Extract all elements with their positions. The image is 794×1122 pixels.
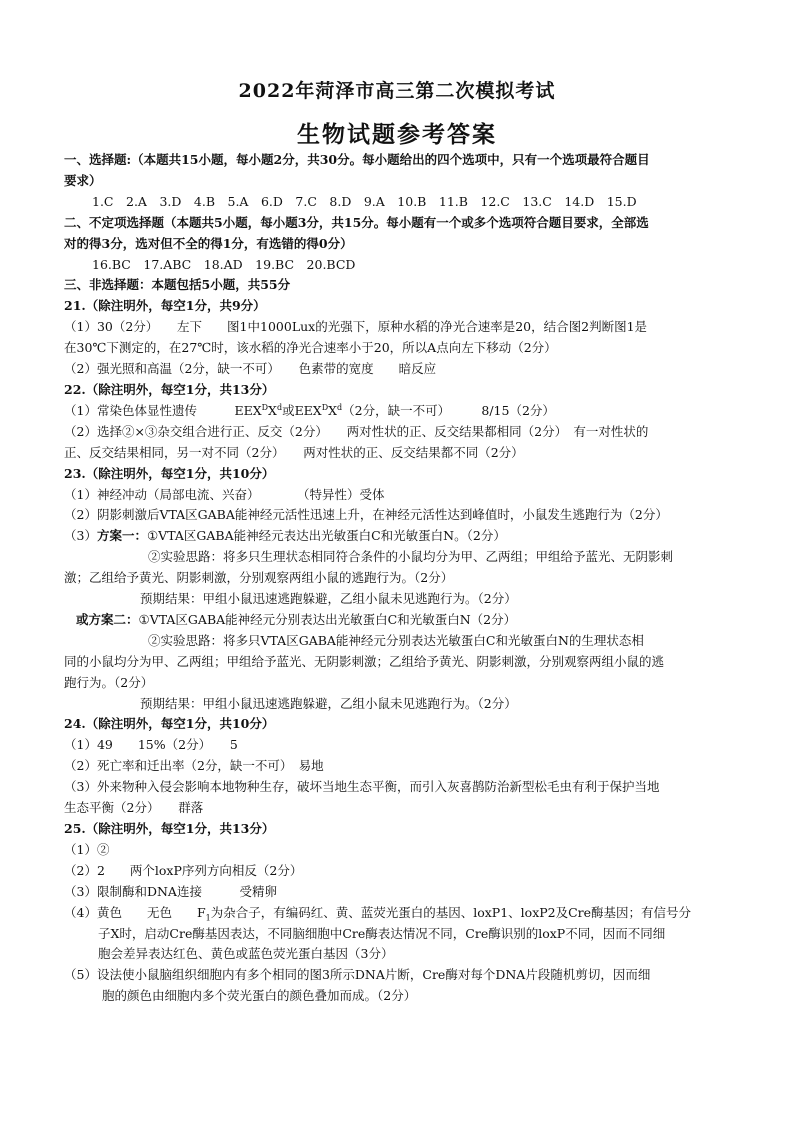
q25-heading: 25.（除注明外，每空1分，共13分） — [64, 821, 275, 836]
q23-text: ①VTA区GABA能神经元表达出光敏蛋白C和光敏蛋白N。（2分） — [146, 528, 506, 544]
q21-line: （2）强光照和高温（2分，缺一不可） 色素带的宽度 暗反应 — [64, 361, 437, 377]
q24-line: 生态平衡（2分） 群落 — [64, 800, 204, 816]
q23-plan1-line — [64, 526, 736, 547]
section1-heading: 一、选择题:（本题共15小题，每小题2分，共30分。每小题给出的四个选项中，只有一个选项最符合题目 — [64, 152, 650, 167]
section2-heading: 二、不定项选择题（本题共5小题，每小题3分，共15分。每小题有一个或多个选项符合题目要求，全部选 — [64, 214, 649, 230]
q21-line: （1）30（2分） 左下 图1中1000Lux的光强下，原种水稻的净光合速率是20，结合图2判断图1是 — [64, 319, 648, 335]
allele-superscript: D — [321, 402, 329, 412]
q24-heading: 24.（除注明外，每空1分，共10分） — [64, 716, 275, 732]
q23-text: （3） — [64, 528, 97, 544]
q25-line: （5）设法使小鼠脑组织细胞内有多个相同的图3所示DNA片断，Cre酶对每个DNA片段随机剪切，因而细 — [64, 967, 651, 983]
q23-heading: 23.（除注明外，每空1分，共10分） — [64, 465, 275, 481]
q23-line: 跑行为。（2分） — [64, 674, 154, 690]
q22-line: 正、反交结果相同，另一对不同（2分） 两对性状的正、反交结果都不同（2分） — [64, 444, 524, 460]
q23-line: 同的小鼠均分为甲、乙两组；甲组给予蓝光、无阴影刺激；乙组给予黄光、阴影刺激，分别观察两组小鼠的逃 — [64, 653, 665, 669]
answer-body — [64, 150, 736, 1007]
q24-line: （3）外来物种入侵会影响本地物种生存，破坏当地生态平衡，而引入灰喜鹊防治新型松毛虫有利于保护当地 — [64, 779, 660, 795]
q23-line: 激；乙组给予黄光、阴影刺激，分别观察两组小鼠的逃跑行为。（2分） — [64, 570, 454, 586]
q23-plan2-line — [64, 610, 736, 631]
q25-line: 子X时，启动Cre酶基因表达，不同脑细胞中Cre酶表达情况不同，Cre酶识别的loxP不同，因而不同细 — [98, 925, 666, 941]
section1-answers: 1.C 2.A 3.D 4.B 5.A 6.D 7.C 8.D 9.A 10.B 11.B 12.C 13.C 14.D 15.D — [92, 193, 637, 209]
section2-heading-cont: 对的得3分，选对但不全的得1分，有选错的得0分） — [64, 235, 353, 251]
allele-superscript: d — [276, 402, 283, 412]
q23-line: ②实验思路：将多只VTA区GABA能神经元分别表达光敏蛋白C和光敏蛋白N的生理状态相 — [148, 632, 644, 648]
allele-superscript: D — [261, 402, 269, 412]
q24-line: （1）49 15%（2分） 5 — [64, 737, 238, 753]
q25-line: （2）2 两个loxP序列方向相反（2分） — [64, 862, 303, 878]
q21-line: 在30℃下测定的，在27℃时，该水稻的净光合速率小于20，所以A点向左下移动（2分） — [64, 340, 557, 356]
q25-line: （3）限制酶和DNA连接 受精卵 — [64, 883, 277, 899]
q22-line-genotype — [64, 401, 736, 422]
section1-heading-cont: 要求） — [64, 172, 102, 188]
q22-text: （1）常染色体显性遗传 EEX — [64, 402, 262, 418]
q25-text: （4）黄色 无色 F — [64, 904, 206, 920]
plan1-label: 方案一： — [96, 528, 147, 544]
q23-line: 预期结果：甲组小鼠迅速逃跑躲避，乙组小鼠未见逃跑行为。（2分） — [140, 591, 517, 607]
q25-text: 为杂合子，有编码红、黄、蓝荧光蛋白的基因、loxP1、loxP2及Cre酶基因；有信号分 — [210, 904, 692, 920]
q25-line-f1 — [64, 903, 736, 924]
q21-heading: 21.（除注明外，每空1分，共9分） — [64, 298, 266, 314]
q22-text: （2分，缺一不可） 8/15（2分） — [342, 402, 555, 418]
q22-text: 或EEX — [282, 402, 322, 418]
q22-line: （2）选择②×③杂交组合进行正、反交（2分） 两对性状的正、反交结果都相同（2分） 有一对性状的 — [64, 423, 649, 439]
exam-title: 2022年菏泽市高三第二次模拟考试 — [238, 80, 556, 102]
plan2-label: 或方案二： — [76, 611, 139, 627]
q23-line: （1）神经冲动（局部电流、兴奋） （特异性）受体 — [64, 486, 385, 502]
q22-text: X — [328, 402, 338, 418]
q22-heading: 22.（除注明外，每空1分，共13分） — [64, 381, 275, 397]
q24-line: （2）死亡率和迁出率（2分，缺一不可） 易地 — [64, 758, 324, 774]
section3-heading: 三、非选择题：本题包括5小题，共55分 — [64, 277, 291, 293]
allele-superscript: d — [337, 402, 343, 412]
q23-line: 预期结果：甲组小鼠迅速逃跑躲避，乙组小鼠未见逃跑行为。（2分） — [140, 695, 517, 711]
answer-key-title: 生物试题参考答案 — [297, 121, 497, 148]
q22-text: X — [268, 402, 277, 418]
q25-line: （1）② — [64, 841, 110, 857]
q25-line: 胞的颜色由细胞内多个荧光蛋白的颜色叠加而成。（2分） — [102, 988, 417, 1004]
section2-answers: 16.BC 17.ABC 18.AD 19.BC 20.BCD — [92, 256, 356, 272]
q23-text: ①VTA区GABA能神经元分别表达出光敏蛋白C和光敏蛋白N（2分） — [138, 611, 517, 627]
q25-line: 胞会差异表达红色、黄色或蓝色荧光蛋白基因（3分） — [98, 946, 394, 962]
q23-line: （2）阴影刺激后VTA区GABA能神经元活性迅速上升，在神经元活性达到峰值时，小鼠发生逃跑行为（2分） — [64, 507, 668, 523]
q23-line: ②实验思路：将多只生理状态相同符合条件的小鼠均分为甲、乙两组；甲组给予蓝光、无阴影刺 — [148, 549, 674, 565]
generation-subscript: 1 — [205, 913, 211, 923]
